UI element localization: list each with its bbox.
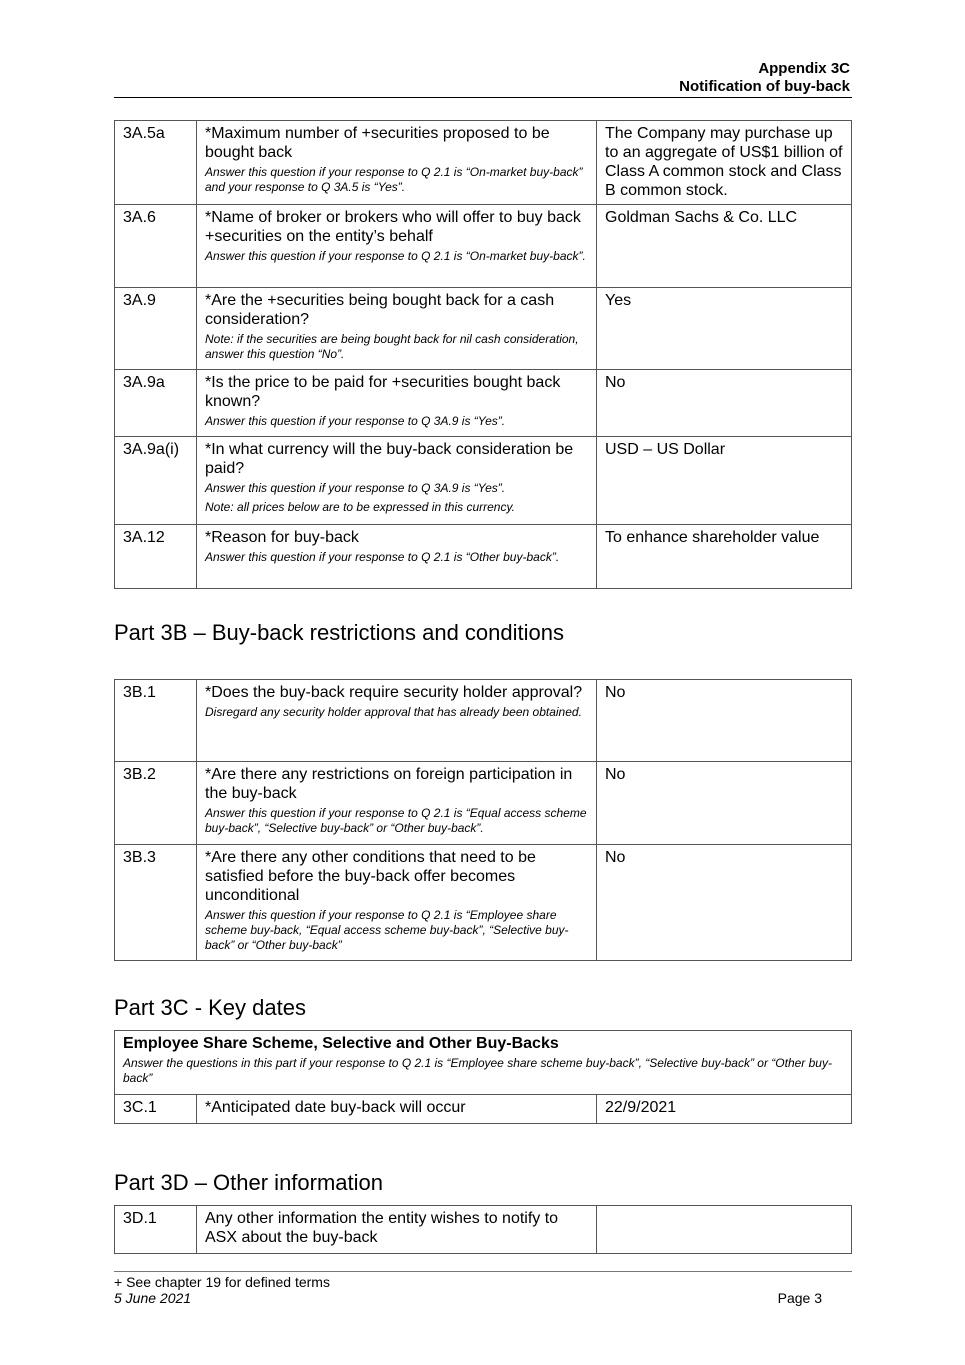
question-id: 3D.1: [115, 1206, 197, 1254]
question-note: Disregard any security holder approval that has already been obtained.: [205, 705, 582, 719]
question-cell: [197, 762, 597, 845]
question-text: *Reason for buy-back: [205, 529, 359, 546]
part-3d-heading: Part 3D – Other information: [114, 1170, 384, 1195]
question-id: 3A.12: [115, 525, 197, 589]
table-row: [115, 845, 852, 961]
part-3c-table: [114, 1030, 852, 1124]
question-note: Answer this question if your response to Q 2.1 is “Equal access scheme buy-back”, “Selective buy-back” or “Other buy-back”.: [205, 806, 587, 835]
section-header-cell: [115, 1031, 852, 1095]
question-id: 3A.9a(i): [115, 437, 197, 525]
question-note: Note: if the securities are being bought back for nil cash consideration, answer this question “No”.: [205, 332, 579, 361]
table-row: [115, 370, 852, 437]
question-note: Answer this question if your response to Q 2.1 is “On-market buy-back” and your response to Q 3A.5 is “Yes”.: [205, 165, 583, 194]
question-id: 3A.5a: [115, 121, 197, 205]
question-cell: [197, 288, 597, 370]
table-row: [115, 680, 852, 762]
part-3c-heading: Part 3C - Key dates: [114, 995, 306, 1020]
section-note: Answer the questions in this part if your response to Q 2.1 is “Employee share scheme buy-back”, “Selective buy-back” or “Other buy-back”: [123, 1056, 832, 1085]
section-title: Employee Share Scheme, Selective and Other Buy-Backs: [123, 1035, 559, 1052]
question-text: *Is the price to be paid for +securities bought back known?: [205, 374, 561, 410]
question-note: Answer this question if your response to Q 2.1 is “Employee share scheme buy-back, “Equal access scheme buy-back”, “Selective buy-back” or “Other buy-back”: [205, 908, 569, 952]
question-cell: [197, 437, 597, 525]
question-cell: [197, 680, 597, 762]
question-id: 3A.9a: [115, 370, 197, 437]
question-note: Note: all prices below are to be expressed in this currency.: [205, 500, 515, 514]
answer-cell: Yes: [597, 288, 852, 370]
table-row: [115, 437, 852, 525]
table-row: [115, 205, 852, 288]
part-3b-heading: Part 3B – Buy-back restrictions and conditions: [114, 620, 565, 645]
question-text: *Name of broker or brokers who will offer to buy back +securities on the entity’s behalf: [205, 209, 581, 245]
footer-terms: + See chapter 19 for defined terms: [114, 1274, 330, 1290]
footer-rule: [114, 1271, 852, 1272]
answer-cell: No: [597, 762, 852, 845]
question-id: 3B.3: [115, 845, 197, 961]
answer-cell: To enhance shareholder value: [597, 525, 852, 589]
answer-cell: Goldman Sachs & Co. LLC: [597, 205, 852, 288]
table-row: [115, 121, 852, 205]
question-text: *Are the +securities being bought back for a cash consideration?: [205, 292, 555, 328]
answer-cell: [597, 1206, 852, 1254]
answer-cell: 22/9/2021: [597, 1095, 852, 1124]
part-3b-table: [114, 679, 852, 961]
question-cell: [197, 370, 597, 437]
question-text: *Maximum number of +securities proposed to be bought back: [205, 125, 550, 161]
question-id: 3B.1: [115, 680, 197, 762]
header-rule: [114, 97, 852, 98]
question-note: Answer this question if your response to Q 2.1 is “Other buy-back”.: [205, 550, 560, 564]
question-cell: [197, 205, 597, 288]
table-row: [115, 525, 852, 589]
table-row: [115, 1095, 852, 1124]
question-note: Answer this question if your response to Q 3A.9 is “Yes”.: [205, 481, 506, 495]
footer-date: 5 June 2021: [114, 1290, 192, 1306]
question-id: 3B.2: [115, 762, 197, 845]
part-3a-table: [114, 120, 852, 589]
question-text: *Are there any other conditions that need to be satisfied before the buy-back offer becomes unconditional: [205, 849, 536, 904]
section-header-row: [115, 1031, 852, 1095]
table-row: [115, 1206, 852, 1254]
part-3d-table: [114, 1205, 852, 1254]
question-text: *In what currency will the buy-back consideration be paid?: [205, 441, 574, 477]
page-number: Page 3: [777, 1290, 822, 1306]
table-row: [115, 762, 852, 845]
question-text: *Anticipated date buy-back will occur: [197, 1095, 597, 1124]
answer-cell: The Company may purchase up to an aggregate of US$1 billion of Class A common stock and Class B common stock.: [597, 121, 852, 205]
question-id: 3A.6: [115, 205, 197, 288]
question-id: 3C.1: [115, 1095, 197, 1124]
question-note: Answer this question if your response to Q 3A.9 is “Yes”.: [205, 414, 506, 428]
answer-cell: USD – US Dollar: [597, 437, 852, 525]
question-text: *Does the buy-back require security holder approval?: [205, 684, 583, 701]
question-note: Answer this question if your response to Q 2.1 is “On-market buy-back”.: [205, 249, 586, 263]
table-row: [115, 288, 852, 370]
question-text: Any other information the entity wishes to notify to ASX about the buy-back: [197, 1206, 597, 1254]
question-cell: [197, 121, 597, 205]
appendix-subtitle: Notification of buy-back: [679, 78, 850, 95]
question-id: 3A.9: [115, 288, 197, 370]
appendix-title: Appendix 3C: [758, 60, 850, 77]
answer-cell: No: [597, 370, 852, 437]
question-text: *Are there any restrictions on foreign participation in the buy-back: [205, 766, 573, 802]
answer-cell: No: [597, 845, 852, 961]
answer-cell: No: [597, 680, 852, 762]
question-cell: [197, 845, 597, 961]
question-cell: [197, 525, 597, 589]
